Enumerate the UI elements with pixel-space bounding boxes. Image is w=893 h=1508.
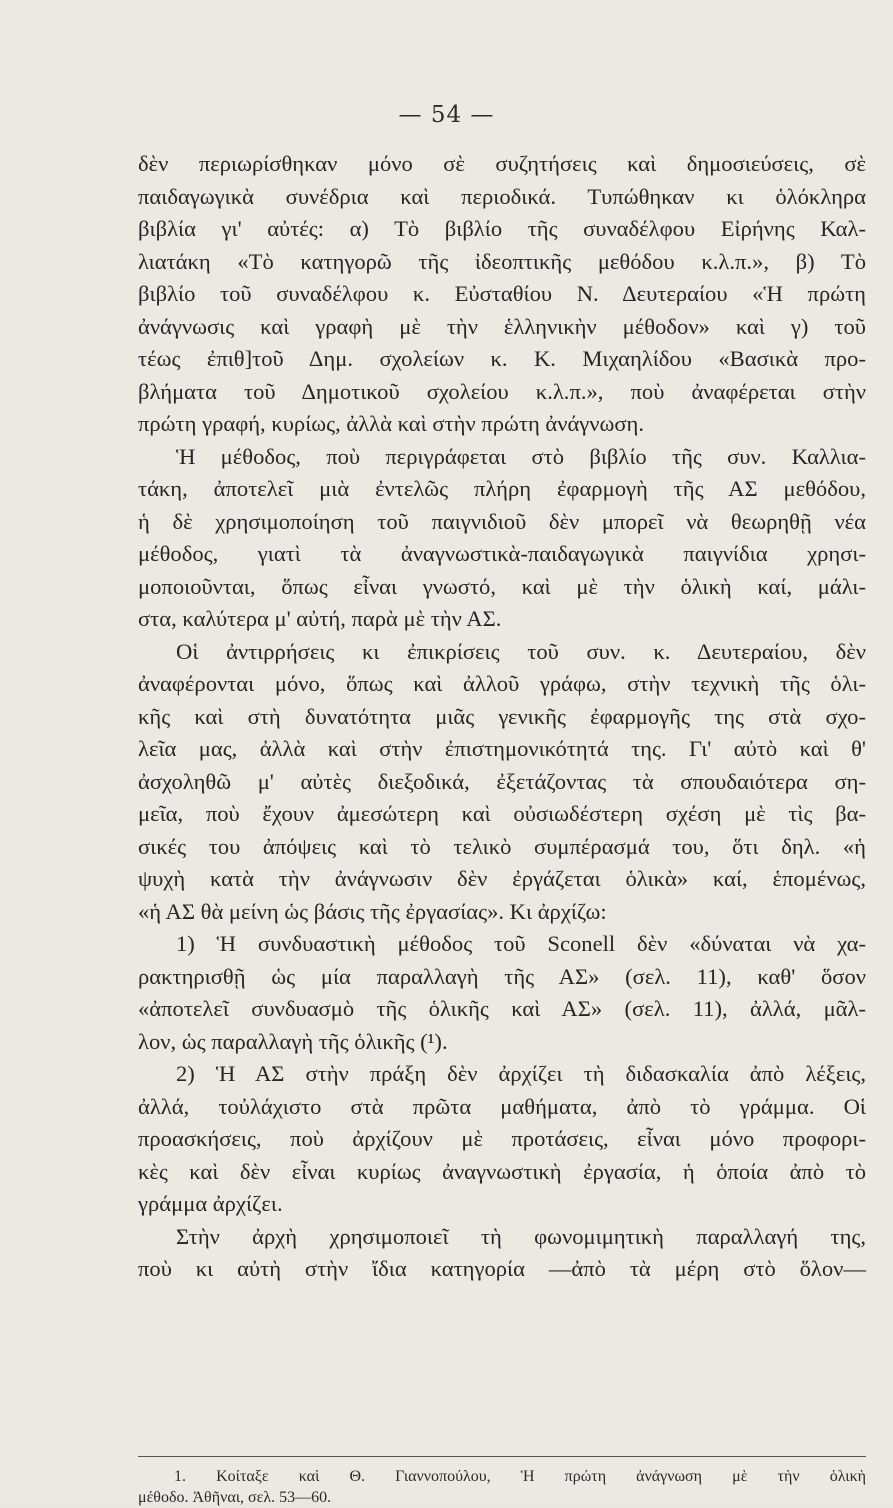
text-line: τέως ἐπιθ]τοῦ Δημ. σχολείων κ. Κ. Μιχαηλίδου «Βασικὰ προ- [138,346,866,371]
text-line: λεῖα μας, ἀλλὰ καὶ στὴν ἐπιστημονικότητά της. Γι' αὐτὸ καὶ θ' [138,736,866,761]
text-line: λιατάκη «Τὸ κατηγορῶ τῆς ἰδεοπτικῆς μεθόδου κ.λ.π.», β) Τὸ [138,248,866,274]
footnote-line: μέθοδο. Ἀθῆναι, σελ. 53—60. [138,1489,332,1506]
page-number: — 54 — [398,102,495,128]
text-line: μέθοδος, γιατὶ τὰ ἀναγνωστικὰ-παιδαγωγικὰ παιγνίδια χρησι- [138,541,866,566]
text-line: ἀνάγνωσις καὶ γραφὴ μὲ τὴν ἑλληνικὴν μέθοδον» καὶ γ) τοῦ [138,313,866,339]
text-line: 1) Ἡ συνδυαστικὴ μέθοδος τοῦ Sconell δὲν «δύναται νὰ χα- [176,931,866,956]
text-line: ποὺ κι αὐτὴ στὴν ἴδια κατηγορία —ἀπὸ τὰ μέρη στὸ ὅλον— [138,1256,866,1281]
text-line: ρακτηρισθῇ ὡς μία παραλλαγὴ τῆς ΑΣ» (σελ. 11), καθ' ὅσον [138,963,866,989]
text-line: γράμμα ἀρχίζει. [138,1191,283,1216]
text-line: ψυχὴ κατὰ τὴν ἀνάγνωσιν δὲν ἐργάζεται ὁλικὰ» καί, ἑπομένως, [138,866,866,891]
text-line: ἀλλά, τοὐλάχιστο στὰ πρῶτα μαθήματα, ἀπὸ τὸ γράμμα. Οἱ [138,1093,866,1119]
text-line: πρώτη γραφή, κυρίως, ἀλλὰ καὶ στὴν πρώτη ἀνάγνωση. [138,411,645,436]
text-line: μεῖα, ποὺ ἔχουν ἀμεσώτερη καὶ οὐσιωδέστερη σχέση μὲ τὶς βα- [138,801,866,826]
footnote-line: 1. Κοίταξε καὶ Θ. Γιαννοπούλου, Ἡ πρώτη ἀνάγνωση μὲ τὴν ὁλικὴ [174,1468,866,1485]
text-line: στα, καλύτερα μ' αὐτή, παρὰ μὲ τὴν ΑΣ. [138,606,502,631]
text-line: «ἡ ΑΣ θὰ μείνη ὡς βάσις τῆς ἐργασίας». Κι ἀρχίζω: [138,898,607,924]
text-line: δὲν περιωρίσθηκαν μόνο σὲ συζητήσεις καὶ δημοσιεύσεις, σὲ [138,151,866,176]
text-line: κῆς καὶ στὴ δυνατότητα μιᾶς γενικῆς ἐφαρμογῆς της στὰ σχο- [138,703,866,729]
text-line: σικές του ἀπόψεις καὶ τὸ τελικὸ συμπέρασμά του, ὅτι δηλ. «ἡ [138,833,866,859]
footnote [138,1466,866,1508]
text-line: ἀσχοληθῶ μ' αὐτὲς διεξοδικά, ἐξετάζοντας τὰ σπουδαιότερα ση- [138,768,866,794]
text-line: Οἱ ἀντιρρήσεις κι ἐπικρίσεις τοῦ συν. κ. Δευτεραίου, δὲν [176,638,866,664]
text-line: ἡ δὲ χρησιμοποίηση τοῦ παιγνιδιοῦ δὲν μπορεῖ νὰ θεωρηθῇ νέα [138,508,866,534]
text-line: 2) Ἡ ΑΣ στὴν πράξη δὲν ἀρχίζει τὴ διδασκαλία ἀπὸ λέξεις, [176,1061,866,1086]
text-line: βλήματα τοῦ Δημοτικοῦ σχολείου κ.λ.π.», ποὺ ἀναφέρεται στὴν [138,378,866,404]
text-line: βιβλίο τοῦ συναδέλφου κ. Εὐσταθίου Ν. Δευτεραίου «Ἡ πρώτη [138,281,866,306]
text-line: Στὴν ἀρχὴ χρησιμοποιεῖ τὴ φωνομιμητικὴ παραλλαγή της, [176,1223,866,1249]
text-line: «ἀποτελεῖ συνδυασμὸ τῆς ὁλικῆς καὶ ΑΣ» (σελ. 11), ἀλλά, μᾶλ- [138,996,866,1021]
text-line: ἀναφέρονται μόνο, ὅπως καὶ ἀλλοῦ γράφω, στὴν τεχνικὴ τῆς ὁλι- [138,671,866,696]
text-line: προασκήσεις, ποὺ ἀρχίζουν μὲ προτάσεις, εἶναι μόνο προφορι- [138,1126,866,1151]
text-line: τάκη, ἀποτελεῖ μιὰ ἐντελῶς πλήρη ἐφαρμογὴ τῆς ΑΣ μεθόδου, [138,476,866,501]
footnote-divider [138,1456,866,1457]
text-line: λον, ὡς παραλλαγὴ τῆς ὁλικῆς (¹). [138,1028,448,1054]
text-line: παιδαγωγικὰ συνέδρια καὶ περιοδικά. Τυπώθηκαν κι ὁλόκληρα [138,183,866,209]
text-line: βιβλία γι' αὐτές: α) Τὸ βιβλίο τῆς συναδέλφου Εἰρήνης Καλ- [138,216,866,241]
body-text [138,148,866,1286]
text-line: μοποιοῦνται, ὅπως εἶναι γνωστό, καὶ μὲ τὴν ὁλικὴ καί, μάλι- [138,573,866,599]
text-line: κὲς καὶ δὲν εἶναι κυρίως ἀναγνωστικὴ ἐργασία, ἡ ὁποία ἀπὸ τὸ [138,1158,866,1184]
text-line: Ἡ μέθοδος, ποὺ περιγράφεται στὸ βιβλίο τῆς συν. Καλλια- [176,443,866,469]
